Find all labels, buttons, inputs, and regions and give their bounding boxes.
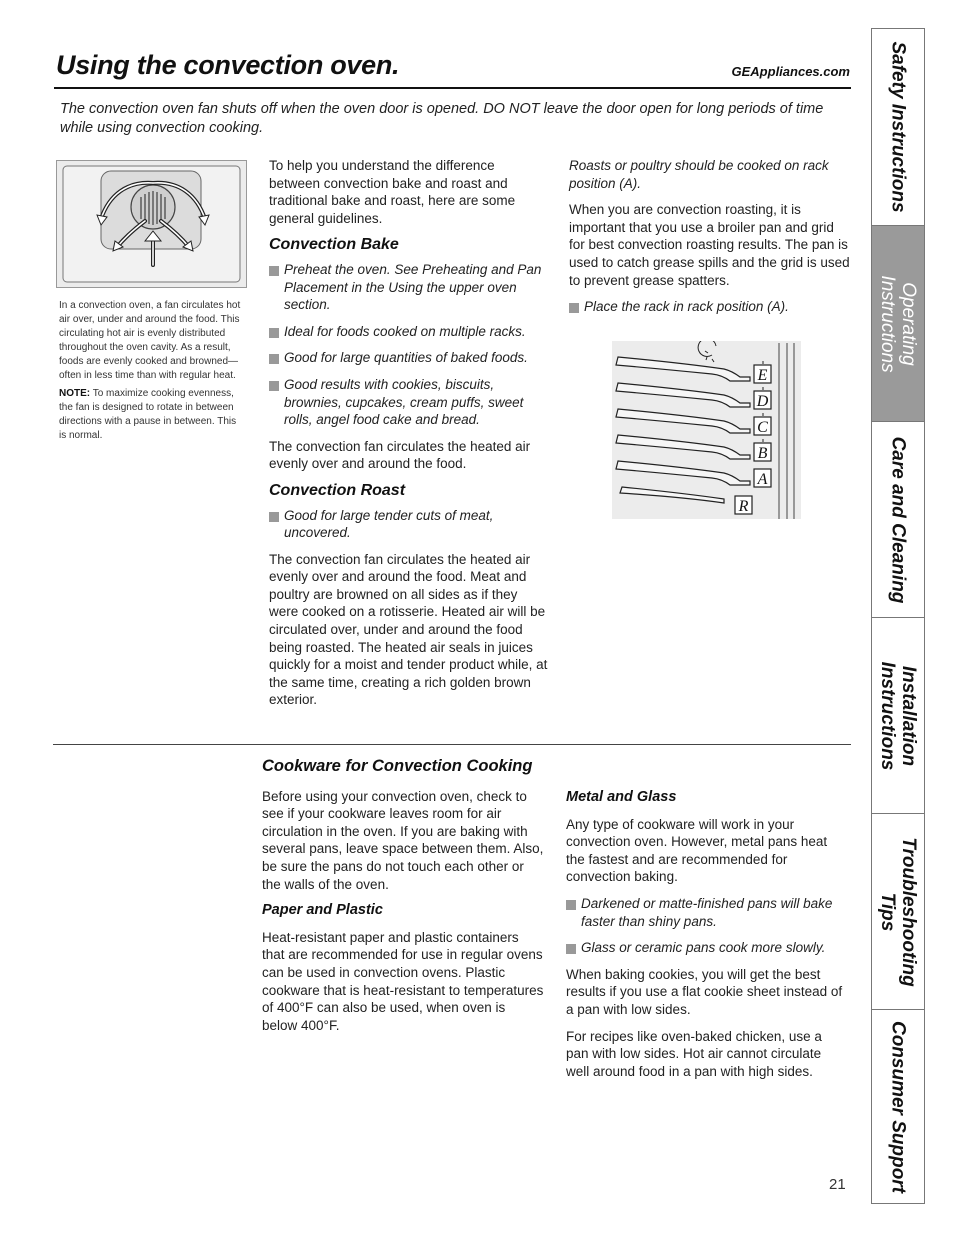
bullet-square-icon: [269, 266, 279, 276]
metal-bullet-text: Glass or ceramic pans cook more slowly.: [581, 940, 826, 956]
fan-note: [59, 387, 245, 443]
page-number: 21: [829, 1176, 846, 1193]
rack-label-r: R: [738, 498, 749, 515]
tab-care-and-cleaning[interactable]: [872, 422, 924, 618]
guidelines-intro: To help you understand the difference between convection bake and roast and traditional bake and roast, here are some general guidelines.: [269, 158, 516, 226]
rack-positions-illustration: [612, 341, 801, 519]
metal-glass-heading: Metal and Glass: [566, 789, 677, 805]
bake-bullet-text: Preheat the oven. See Preheating and Pan Placement in the Using the upper oven section.: [284, 261, 542, 313]
rack-position-note: Roasts or poultry should be cooked on rack position (A).: [569, 158, 829, 191]
chicken-paragraph: For recipes like oven-baked chicken, use a pan with low sides. Hot air cannot circulate well around food in a pan with high sides.: [566, 1028, 822, 1079]
page-title: Using the convection oven.: [56, 50, 400, 80]
rack-bullet: [569, 298, 852, 316]
tab-label: Troubleshooting Tips: [877, 836, 919, 987]
bullet-square-icon: [269, 381, 279, 391]
rack-label-b: B: [757, 445, 768, 462]
cookware-column: [262, 758, 544, 1043]
website-link[interactable]: GEAppliances.com: [731, 64, 850, 79]
tab-installation-instructions[interactable]: [872, 618, 924, 814]
section-divider: [53, 744, 851, 745]
metal-bullet: [566, 895, 846, 930]
rack-label-c: C: [757, 419, 768, 436]
cookware-heading: Cookware for Convection Cooking: [262, 757, 533, 775]
rack-bullet-text: Place the rack in rack position (A).: [584, 299, 789, 315]
tab-label: Operating Instructions: [877, 274, 919, 373]
rack-label-d: D: [756, 393, 769, 410]
tab-label: Installation Instructions: [877, 661, 919, 770]
paper-plastic-text: Heat-resistant paper and plastic containers that are recommended for use in regular ovens can be used in convection ovens. Plastic cookware that is heat-resistant to temperatures of 400°F can also be used, when oven is below 400°F.: [262, 929, 544, 1033]
bake-bullet-text: Good results with cookies, biscuits, brownies, cupcakes, cream puffs, sweet rolls, angel food cake and bread.: [284, 376, 524, 428]
bullet-square-icon: [566, 900, 576, 910]
convection-roast-heading: Convection Roast: [269, 481, 406, 499]
bullet-square-icon: [269, 512, 279, 522]
convection-fan-illustration: [56, 160, 247, 288]
metal-bullet: [566, 939, 846, 957]
roast-bullet-text: Good for large tender cuts of meat, uncovered.: [284, 507, 494, 541]
roasting-paragraph: When you are convection roasting, it is important that you use a broiler pan and grid for best convection roasting results. The pan is used to catch grease spills and the grid is used to prevent grease spatters.: [569, 202, 850, 288]
metal-glass-column: [566, 789, 846, 1089]
roast-bullet: [269, 507, 549, 542]
tab-label: Consumer Support: [887, 1020, 909, 1193]
convection-guidelines-column: [269, 157, 549, 718]
bullet-square-icon: [566, 944, 576, 954]
bullet-square-icon: [269, 354, 279, 364]
bake-bullet: [269, 323, 549, 341]
tab-consumer-support[interactable]: [872, 1010, 924, 1203]
bake-paragraph: The convection fan circulates the heated air evenly over and around the food.: [269, 438, 531, 472]
section-tabs: [871, 28, 925, 1204]
tab-label: Care and Cleaning: [887, 436, 909, 603]
paper-plastic-heading: Paper and Plastic: [262, 902, 383, 919]
rack-label-e: E: [757, 367, 768, 384]
fan-caption-text: In a convection oven, a fan circulates hot air over, under and around the food. This circulating hot air is evenly distributed throughout the oven cavity. As a result, foods are evenly cooked and browned—often in less time than with regular heat.: [59, 300, 241, 381]
bake-bullet-text: Good for large quantities of baked foods.: [284, 350, 528, 366]
cookies-paragraph: When baking cookies, you will get the best results if you use a flat cookie sheet instead of a pan with low sides.: [566, 966, 843, 1017]
tab-troubleshooting-tips[interactable]: [872, 814, 924, 1010]
metal-glass-text: Any type of cookware will work in your convection oven. However, metal pans heat the fastest and are recommended for convection baking.: [566, 816, 828, 885]
bake-bullet-text: Ideal for foods cooked on multiple racks.: [284, 323, 526, 339]
note-text: To maximize cooking evenness, the fan is designed to rotate in between directions with a pause in between. This is normal.: [59, 388, 237, 441]
bullet-square-icon: [569, 303, 579, 313]
roasting-column: [569, 157, 852, 325]
convection-bake-heading: Convection Bake: [269, 236, 399, 254]
bake-bullet: [269, 376, 549, 429]
tab-label: Safety Instructions: [887, 41, 909, 213]
intro-warning: The convection oven fan shuts off when the oven door is opened. DO NOT leave the door open for long periods of time while using convection cooking.: [60, 101, 824, 136]
bullet-square-icon: [269, 328, 279, 338]
title-rule: [54, 87, 851, 89]
fan-caption: [59, 299, 245, 447]
tab-operating-instructions[interactable]: [872, 226, 924, 422]
bake-bullet: [269, 349, 549, 367]
roast-paragraph: The convection fan circulates the heated air evenly over and around the food. Meat and poultry are browned on all sides as if they were cooked on a rotisserie. Heated air will be circulated over, under and around the food being roasted. The heated air seals in juices quickly for a moist and tender product while, at the same time, creating a rich golden brown exterior.: [269, 551, 548, 708]
metal-bullet-text: Darkened or matte-finished pans will bake faster than shiny pans.: [581, 895, 833, 929]
bake-bullet: [269, 261, 549, 314]
note-label: NOTE:: [59, 388, 91, 399]
tab-safety-instructions[interactable]: [872, 29, 924, 226]
rack-label-a: A: [757, 471, 768, 488]
cookware-intro: Before using your convection oven, check to see if your cookware leaves room for air circulation in the oven. If you are baking with several pans, leave space between them. Also, be sure the pans do not touch each other or the walls of the oven.: [262, 788, 544, 892]
